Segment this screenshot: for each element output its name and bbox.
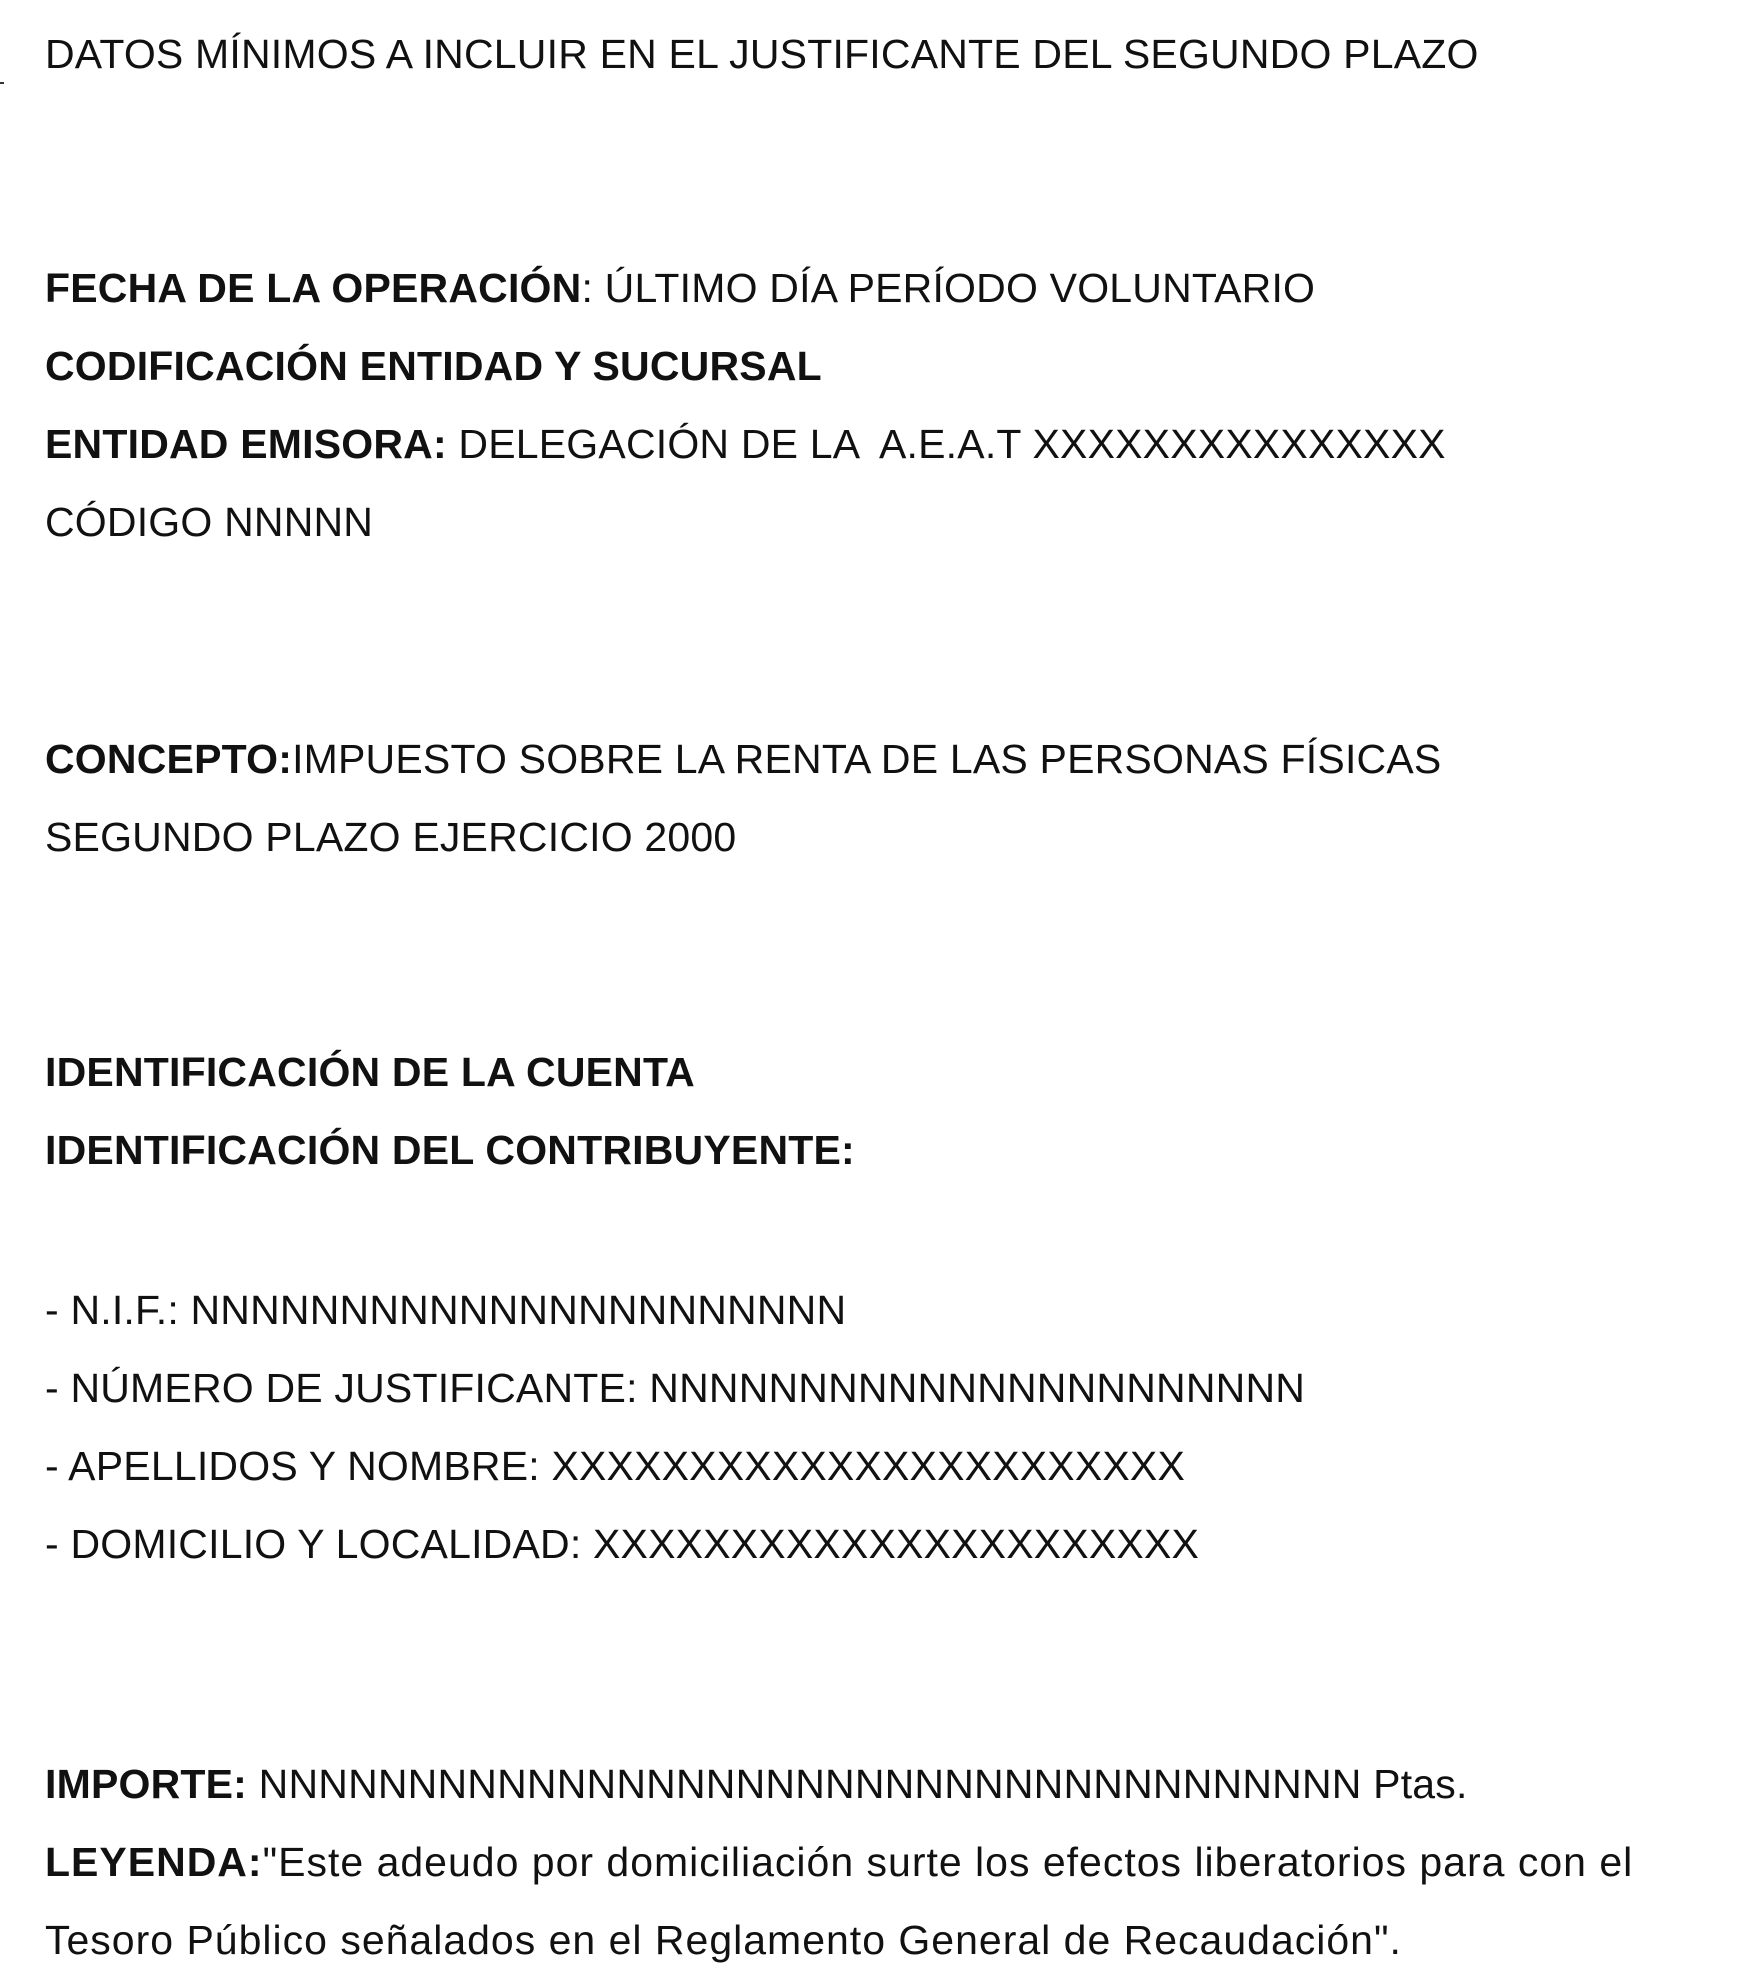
- importe-label: IMPORTE:: [45, 1761, 248, 1807]
- domicilio-localidad-item: - DOMICILIO Y LOCALIDAD: XXXXXXXXXXXXXXXXXXXXXX: [45, 1521, 1200, 1567]
- concepto-line2-text: SEGUNDO PLAZO EJERCICIO 2000: [45, 814, 737, 860]
- codigo-text: CÓDIGO NNNNN: [45, 499, 374, 545]
- codificacion-line: [45, 340, 822, 392]
- id-cuenta-text: IDENTIFICACIÓN DE LA CUENTA: [45, 1049, 695, 1095]
- concepto-label: CONCEPTO:: [45, 736, 293, 782]
- id-contribuyente-line: [45, 1124, 855, 1176]
- id-cuenta-line: [45, 1046, 695, 1098]
- leyenda-line-2: [45, 1914, 1402, 1966]
- leyenda-line2-text: Tesoro Público señalados en el Reglamento General de Recaudación".: [45, 1917, 1402, 1963]
- fecha-label: FECHA DE LA OPERACIÓN: [45, 265, 582, 311]
- stray-mark: [0, 82, 4, 84]
- concepto-line: [45, 733, 1441, 785]
- heading-text: DATOS MÍNIMOS A INCLUIR EN EL JUSTIFICANTE DEL SEGUNDO PLAZO: [45, 31, 1479, 77]
- codigo-line: [45, 496, 373, 548]
- fecha-value: ÚLTIMO DÍA PERÍODO VOLUNTARIO: [593, 265, 1316, 311]
- fecha-separator: :: [581, 265, 594, 311]
- codificacion-label: CODIFICACIÓN ENTIDAD Y SUCURSAL: [45, 343, 822, 389]
- leyenda-line: [45, 1836, 1633, 1888]
- fecha-line: [45, 262, 1315, 314]
- leyenda-value: "Este adeudo por domiciliación surte los efectos liberatorios para con el: [262, 1839, 1634, 1885]
- importe-value: NNNNNNNNNNNNNNNNNNNNNNNNNNNNNNNNNNNNN Ptas.: [247, 1761, 1468, 1807]
- concepto-value: IMPUESTO SOBRE LA RENTA DE LAS PERSONAS FÍSICAS: [292, 736, 1442, 782]
- importe-line: [45, 1758, 1468, 1810]
- entidad-label: ENTIDAD EMISORA:: [45, 421, 447, 467]
- nif-item: - N.I.F.: NNNNNNNNNNNNNNNNNNNNNN: [45, 1287, 847, 1333]
- id-contribuyente-text: IDENTIFICACIÓN DEL CONTRIBUYENTE:: [45, 1127, 855, 1173]
- apellidos-nombre-item: - APELLIDOS Y NOMBRE: XXXXXXXXXXXXXXXXXXXXXXX: [45, 1443, 1186, 1489]
- list-item: [45, 1440, 1185, 1492]
- entidad-value: DELEGACIÓN DE LA A.E.A.T XXXXXXXXXXXXXXX: [446, 421, 1446, 467]
- leyenda-label: LEYENDA:: [45, 1839, 263, 1885]
- list-item: [45, 1362, 1305, 1414]
- entidad-line: [45, 418, 1446, 470]
- list-item: [45, 1518, 1199, 1570]
- document-heading: [45, 28, 1479, 80]
- list-item: [45, 1284, 846, 1336]
- numero-justificante-item: - NÚMERO DE JUSTIFICANTE: NNNNNNNNNNNNNNNNNNNNNN: [45, 1365, 1306, 1411]
- concepto-line-2: [45, 811, 736, 863]
